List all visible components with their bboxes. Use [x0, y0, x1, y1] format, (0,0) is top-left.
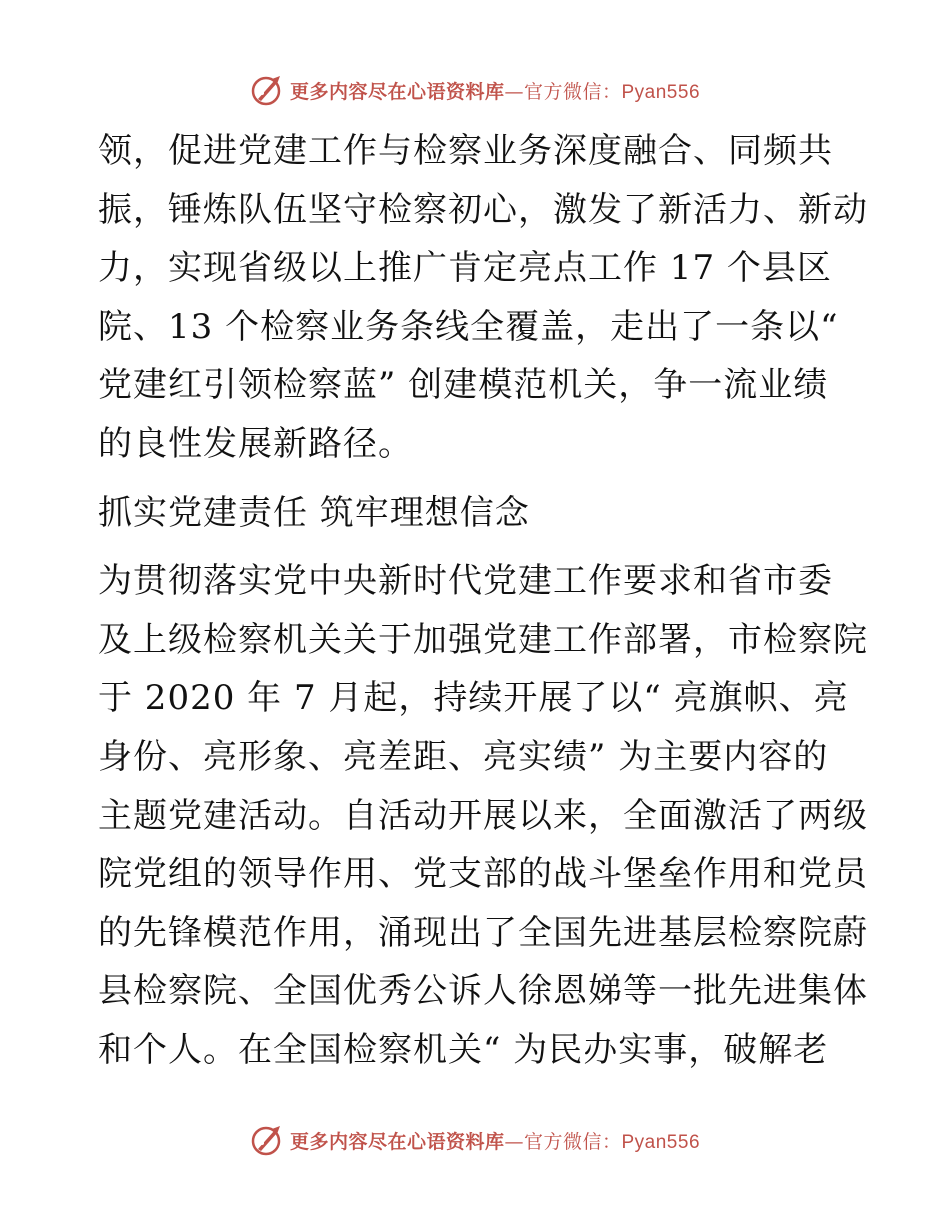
header-banner-separator: — — [504, 80, 524, 103]
paragraph-1 — [98, 122, 868, 474]
quill-logo-icon — [250, 73, 284, 107]
paragraph-2 — [98, 552, 868, 1079]
header-banner-lead: 更多内容尽在心语资料库 — [289, 80, 505, 103]
header-watermark-banner — [0, 70, 950, 110]
section-heading: 抓实党建责任 筑牢理想信念 — [98, 492, 530, 533]
text-line: 于 2020 年 7 月起，持续开展了以“ 亮旗帜、亮 — [98, 678, 849, 719]
footer-watermark-banner — [0, 1120, 950, 1160]
text-line: 及上级检察机关关于加强党建工作部署，市检察院 — [98, 619, 868, 660]
footer-banner-account: Pyan556 — [621, 1131, 701, 1153]
text-line: 力，实现省级以上推广肯定亮点工作 17 个县区 — [98, 248, 832, 289]
footer-banner-separator: — — [504, 1130, 524, 1153]
footer-banner-tail: 官方微信： — [523, 1130, 622, 1153]
text-line: 党建红引领检察蓝” 创建模范机关，争一流业绩 — [98, 365, 829, 406]
text-line: 领，促进党建工作与检察业务深度融合、同频共 — [98, 131, 833, 171]
footer-banner-lead: 更多内容尽在心语资料库 — [289, 1130, 505, 1153]
header-banner-tail: 官方微信： — [523, 80, 622, 103]
header-banner-text — [290, 77, 700, 104]
text-line: 身份、亮形象、亮差距、亮实绩” 为主要内容的 — [98, 736, 829, 777]
document-body — [98, 122, 868, 1080]
text-line: 主题党建活动。自活动开展以来，全面激活了两级 — [98, 795, 868, 836]
text-line: 的良性发展新路径。 — [98, 423, 413, 464]
text-line: 振，锤炼队伍坚守检察初心，激发了新活力、新动 — [98, 189, 868, 230]
text-line: 的先锋模范作用，涌现出了全国先进基层检察院蔚 — [98, 912, 868, 953]
header-banner-account: Pyan556 — [621, 81, 701, 103]
quill-logo-icon — [250, 1123, 284, 1157]
text-line: 院党组的领导作用、党支部的战斗堡垒作用和党员 — [98, 854, 868, 895]
text-line: 为贯彻落实党中央新时代党建工作要求和省市委 — [98, 561, 833, 602]
text-line: 和个人。在全国检察机关“ 为民办实事，破解老 — [98, 1029, 829, 1070]
text-line: 院、13 个检察业务条线全覆盖，走出了一条以“ — [98, 306, 839, 347]
footer-banner-text — [290, 1127, 700, 1154]
text-line: 县检察院、全国优秀公诉人徐恩娣等一批先进集体 — [98, 971, 868, 1012]
